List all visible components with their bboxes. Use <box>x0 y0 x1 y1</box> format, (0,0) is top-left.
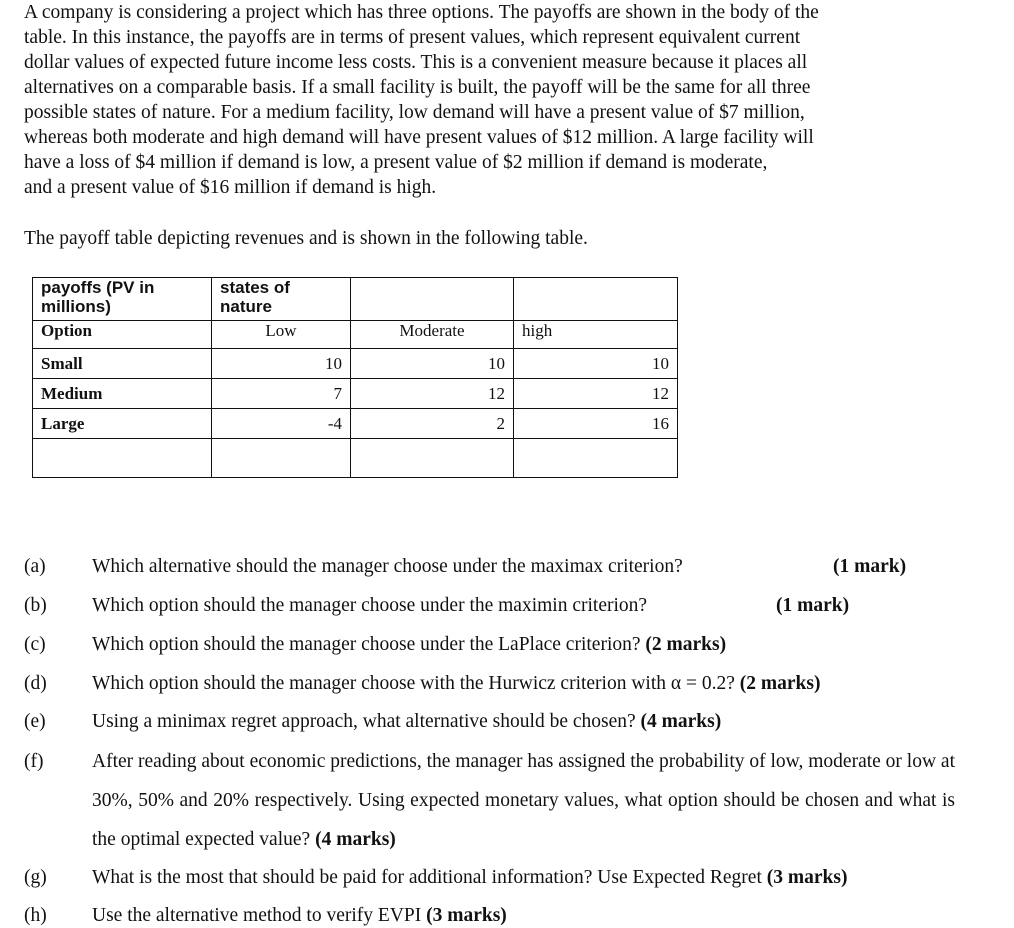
question-label: (b) <box>24 595 47 616</box>
payoff-cell: 12 <box>514 379 678 409</box>
question-text: After reading about economic predictions, the manager has assigned the probability of low, moderate or low at 30%, 50% and 20% respectively. Using expected monetary values, what option should be chosen and what is the optimal expected value? <box>92 751 955 850</box>
problem-statement <box>24 0 999 200</box>
empty-cell <box>33 439 212 478</box>
intro-line: have a loss of $4 million if demand is low, a present value of $2 million if demand is moderate, <box>24 152 768 173</box>
question-text: Which alternative should the manager choose under the maximax criterion? <box>92 556 683 577</box>
question-marks: (3 marks) <box>426 905 507 926</box>
option-name: Medium <box>33 379 212 409</box>
question-label: (e) <box>24 711 46 732</box>
table-caption: The payoff table depicting revenues and is shown in the following table. <box>24 228 588 249</box>
intro-line: and a present value of $16 million if demand is high. <box>24 177 437 198</box>
question-marks: (3 marks) <box>766 867 848 888</box>
states-header: states of nature <box>212 278 351 321</box>
table-row <box>33 379 678 409</box>
question-label: (f) <box>24 751 44 772</box>
table-row <box>33 409 678 439</box>
empty-cell <box>351 439 514 478</box>
intro-line: dollar values of expected future income less costs. This is a convenient measure because it places all <box>24 52 808 73</box>
question-text: Which option should the manager choose under the maximin criterion? <box>92 595 648 616</box>
question-marks: (1 mark) <box>776 595 850 616</box>
payoff-cell: 12 <box>351 379 514 409</box>
question-text: What is the most that should be paid for additional information? Use Expected Regret <box>92 867 762 888</box>
question-marks: (4 marks) <box>315 829 396 850</box>
option-name: Small <box>33 349 212 379</box>
payoff-cell: -4 <box>212 409 351 439</box>
state-high-header: high <box>514 321 678 349</box>
payoff-cell: 16 <box>514 409 678 439</box>
empty-cell <box>212 439 351 478</box>
intro-line: alternatives on a comparable basis. If a small facility is built, the payoff will be the same for all three <box>24 77 811 98</box>
state-low-header: Low <box>212 321 351 349</box>
intro-line: table. In this instance, the payoffs are in terms of present values, which represent equivalent current <box>24 27 801 48</box>
empty-cell <box>514 278 678 321</box>
table-subheader-row <box>33 321 678 349</box>
question-label: (g) <box>24 867 47 888</box>
intro-line: A company is considering a project which has three options. The payoffs are shown in the body of the <box>24 2 819 23</box>
question-marks: (2 marks) <box>739 673 821 694</box>
intro-line: whereas both moderate and high demand will have present values of $12 million. A large facility will <box>24 127 814 148</box>
question-marks: (4 marks) <box>640 711 722 732</box>
payoff-cell: 10 <box>212 349 351 379</box>
table-empty-row <box>33 439 678 478</box>
question-label: (a) <box>24 556 46 577</box>
state-moderate-header: Moderate <box>351 321 514 349</box>
question-text: Which option should the manager choose with the Hurwicz criterion with α = 0.2? <box>92 673 735 694</box>
option-header: Option <box>33 321 212 349</box>
empty-cell <box>514 439 678 478</box>
payoff-cell: 7 <box>212 379 351 409</box>
payoff-cell: 10 <box>351 349 514 379</box>
question-text: Use the alternative method to verify EVPI <box>92 905 422 926</box>
payoff-cell: 10 <box>514 349 678 379</box>
intro-line: possible states of nature. For a medium facility, low demand will have a present value of $7 million, <box>24 102 805 123</box>
payoff-cell: 2 <box>351 409 514 439</box>
question-marks: (2 marks) <box>645 634 727 655</box>
payoff-table <box>32 277 678 478</box>
table-header-row <box>33 278 678 321</box>
empty-cell <box>351 278 514 321</box>
question-label: (d) <box>24 673 47 694</box>
option-name: Large <box>33 409 212 439</box>
table-row <box>33 349 678 379</box>
question-label: (h) <box>24 905 47 926</box>
question-text: Which option should the manager choose under the LaPlace criterion? <box>92 634 641 655</box>
payoffs-header: payoffs (PV in millions) <box>33 278 212 321</box>
question-text: Using a minimax regret approach, what alternative should be chosen? <box>92 711 636 732</box>
question-marks: (1 mark) <box>833 556 907 577</box>
question-label: (c) <box>24 634 46 655</box>
